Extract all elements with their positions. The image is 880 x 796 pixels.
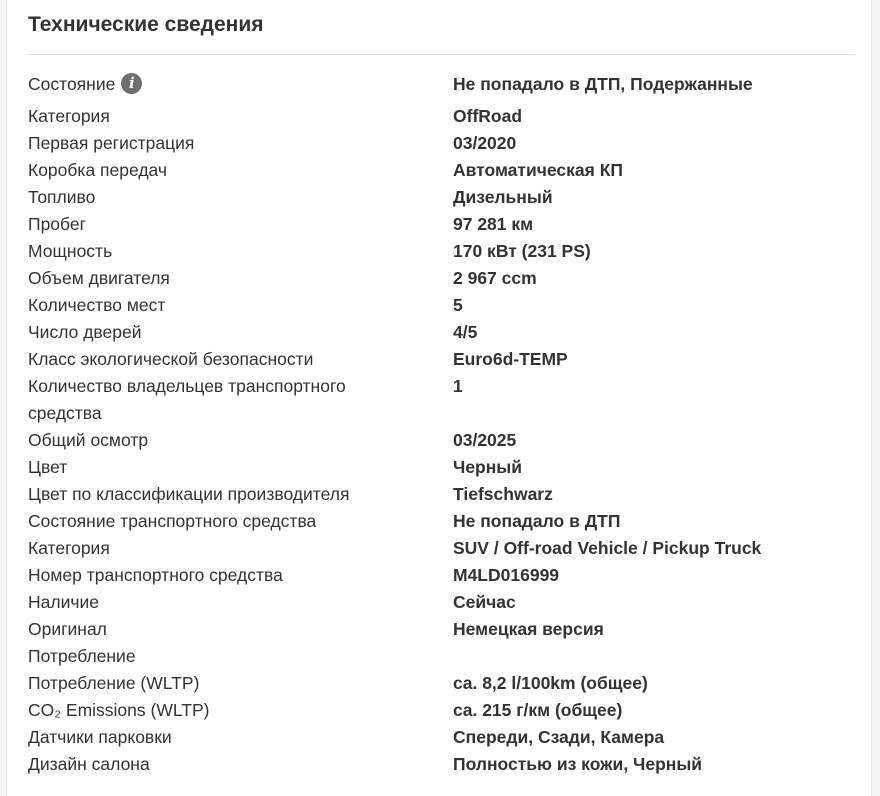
detail-row [28,724,855,751]
detail-row [28,211,855,238]
details-list [28,64,855,778]
detail-label: Мощность [28,241,113,261]
section-title: Технические сведения [28,13,264,36]
detail-row [28,184,855,211]
detail-label: Потребление (WLTP) [28,673,200,693]
detail-row [28,697,855,724]
detail-value: SUV / Off-road Vehicle / Pickup Truck [453,538,762,558]
detail-row [28,616,855,643]
detail-label: Объем двигателя [28,268,170,288]
detail-label: Класс экологической безопасности [28,349,314,369]
detail-label [28,373,453,427]
detail-value: 5 [453,295,463,315]
detail-label: Датчики парковки [28,727,172,747]
detail-label: Топливо [28,187,96,207]
detail-row [28,751,855,778]
detail-label [28,70,453,98]
detail-value: Немецкая версия [453,619,604,639]
detail-row [28,265,855,292]
detail-value: M4LD016999 [453,565,560,585]
detail-value: 03/2025 [453,430,517,450]
detail-row [28,319,855,346]
detail-value: Tiefschwarz [453,484,553,504]
detail-row [28,643,855,670]
detail-row [28,103,855,130]
detail-row [28,508,855,535]
detail-value: Euro6d-TEMP [453,349,568,369]
detail-row [28,130,855,157]
detail-label: Категория [28,538,110,558]
detail-value: Сейчас [453,592,516,612]
detail-value: 97 281 км [453,214,534,234]
detail-label: Первая регистрация [28,133,195,153]
detail-value: 2 967 ccm [453,268,537,288]
detail-row [28,238,855,265]
detail-label-text: Состояние [28,73,116,94]
detail-value: 170 кВт (231 PS) [453,241,591,261]
detail-label: Состояние транспортного средства [28,511,317,531]
detail-label: Оригинал [28,619,107,639]
detail-value: Не попадало в ДТП, Подержанные [453,73,753,94]
detail-row [28,589,855,616]
detail-value: 03/2020 [453,133,517,153]
technical-details-card [6,0,872,796]
detail-label: Коробка передач [28,160,168,180]
detail-label: Количество мест [28,295,166,315]
detail-value: Автоматическая КП [453,160,623,180]
detail-label: Категория [28,106,110,126]
detail-label: CO₂ Emissions (WLTP) [28,700,210,720]
detail-label: Число дверей [28,322,142,342]
detail-row [28,346,855,373]
detail-value: Дизельный [453,187,553,207]
title-divider [28,54,855,55]
detail-row [28,454,855,481]
detail-row [28,427,855,454]
detail-value: ca. 215 г/км (общее) [453,700,623,720]
detail-row [28,373,855,427]
detail-value: Спереди, Сзади, Камера [453,727,665,747]
detail-label: Потребление [28,646,136,666]
detail-row [28,157,855,184]
detail-value: Черный [453,457,522,477]
detail-label: Пробег [28,214,86,234]
detail-row-condition [28,64,855,103]
detail-value: OffRoad [453,106,523,126]
detail-row [28,562,855,589]
detail-label: Цвет [28,457,68,477]
detail-label: Дизайн салона [28,754,150,774]
detail-label: Цвет по классификации производителя [28,484,350,504]
detail-value: 4/5 [453,322,478,342]
detail-row [28,481,855,508]
detail-value: Полностью из кожи, Черный [453,754,703,774]
detail-value: Не попадало в ДТП [453,511,621,531]
detail-value: 1 [453,376,463,396]
detail-row [28,670,855,697]
detail-label: Наличие [28,592,99,612]
detail-value: ca. 8,2 l/100km (общее) [453,673,648,693]
detail-label: Номер транспортного средства [28,565,283,585]
detail-label: Общий осмотр [28,430,149,450]
info-icon[interactable]: i [121,73,142,94]
detail-row [28,535,855,562]
detail-row [28,292,855,319]
detail-label-text: Количество владельцев транспортного средства [28,376,346,423]
